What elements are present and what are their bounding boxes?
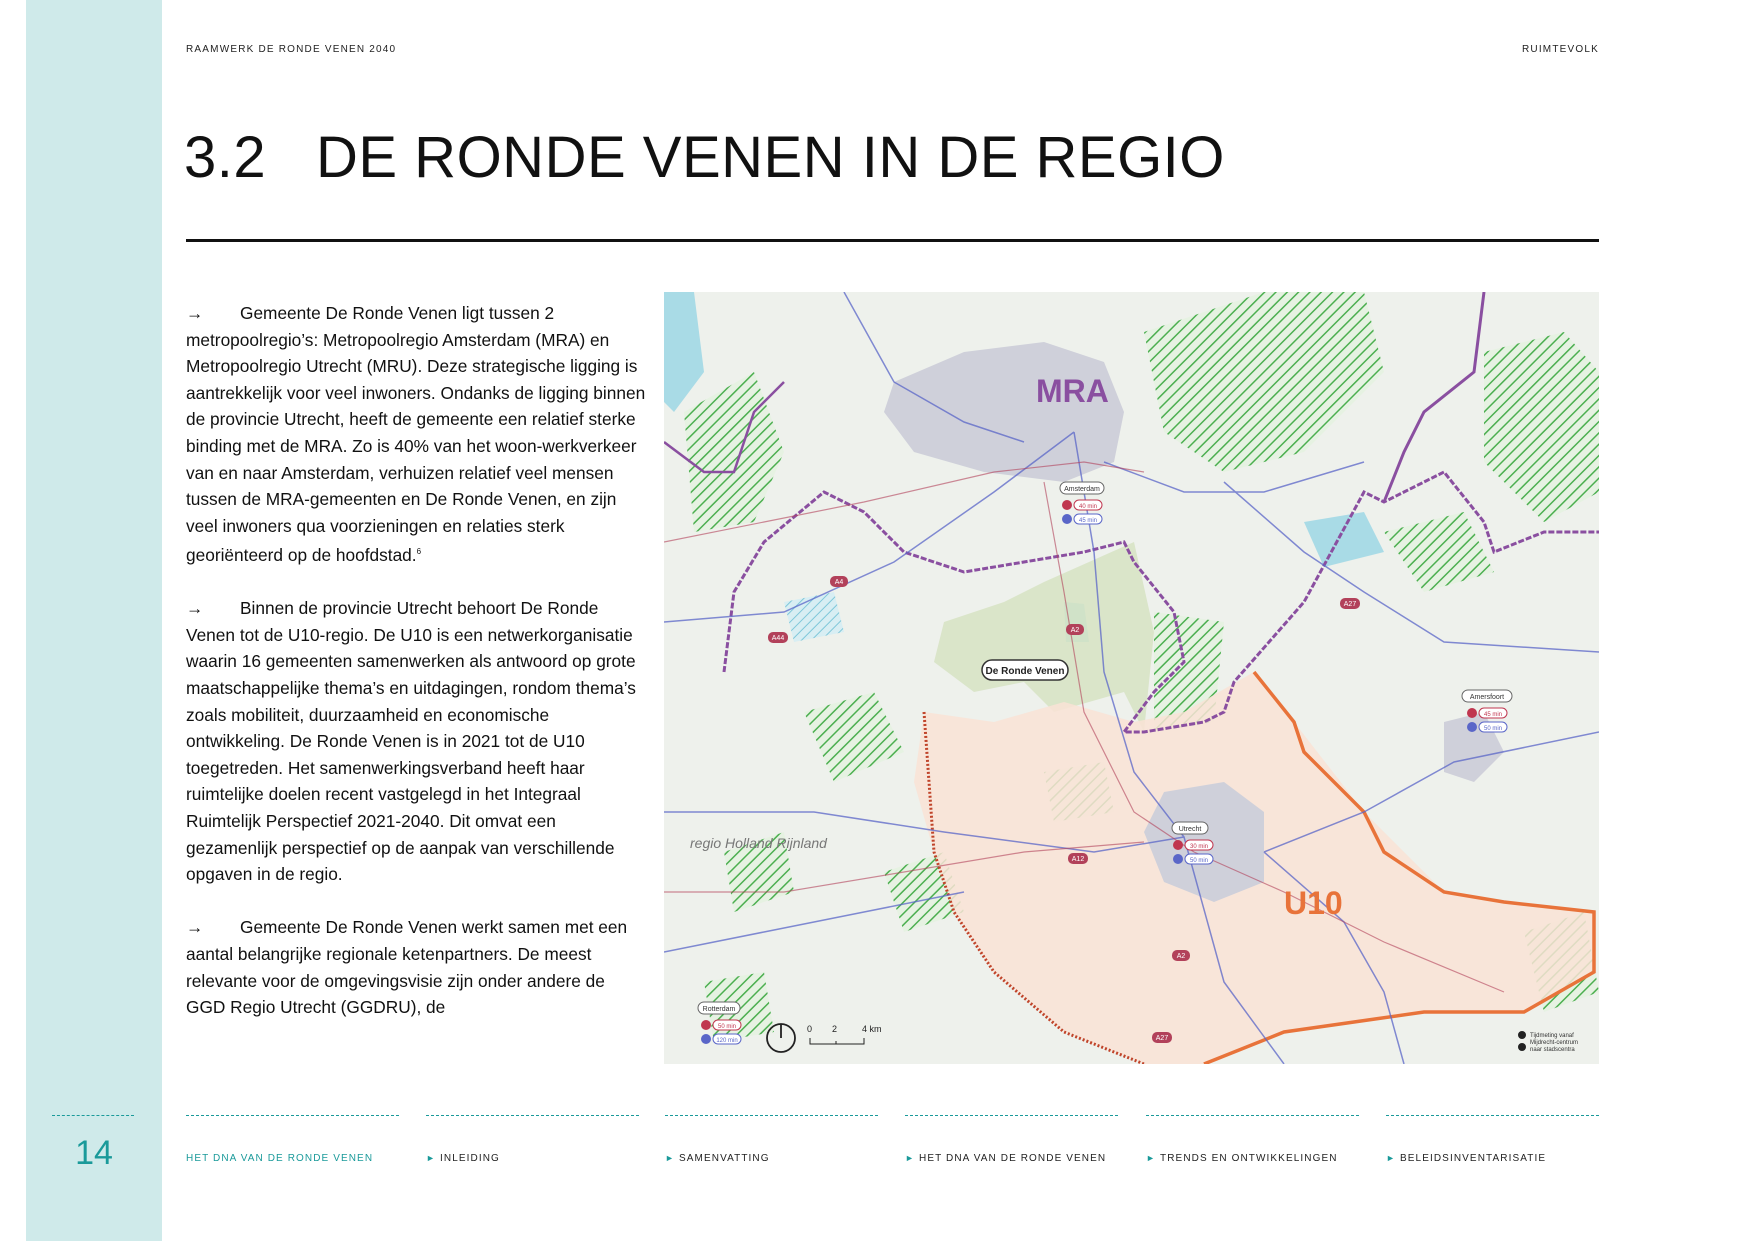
footnote-marker: 6 [416,547,422,557]
legend-line: Tijdmeting vanaf [1530,1033,1574,1039]
nav-rule [426,1115,639,1116]
city-card-amersfoort [1462,690,1512,732]
scale-label-mid: 2 [832,1024,838,1034]
arrow-icon: → [186,917,204,938]
nav-item-beleid[interactable] [1386,1115,1599,1164]
train-icon [1518,1043,1526,1051]
triangle-right-icon: ► [665,1153,676,1163]
nav-item-het-dna[interactable] [186,1115,399,1164]
arrow-icon: → [186,303,204,323]
paragraph [186,914,646,1020]
transit-time: 50 min [1483,726,1503,732]
road-shield: A44 [771,635,785,642]
triangle-right-icon: ► [1146,1153,1157,1163]
holland-rijnland-label: regio Holland Rijnland [690,835,827,851]
city-name: Amsterdam [1064,486,1100,493]
city-card-rotterdam [698,1002,741,1044]
paragraph-text: Gemeente De Ronde Venen werkt samen met een aantal belangrijke regionale ketenpartners. De meest relevante voor de omgevingsvisie zijn onder andere de GGD Regio Utrecht (GGDRU), de [186,917,628,1018]
u10-label: U10 [1284,885,1343,921]
nav-item-trends[interactable] [1146,1115,1359,1164]
triangle-right-icon: ► [426,1153,437,1163]
paragraph-text: Gemeente De Ronde Venen ligt tussen 2 metropoolregio’s: Metropoolregio Amsterdam (MRA) en Metropoolregio Utrecht (MRU). Deze strategische ligging is aantrekkelijk voor veel inwoners. Ondanks de ligging binnen de provincie Utrecht, heeft de gemeente een relatief sterke binding met de MRA. Zo is 40% van het woon-werkverkeer van en naar Amsterdam, verhuizen relatief veel mensen tussen de MRA-gemeenten en De Ronde Venen, en zijn veel inwoners qua voorzieningen en relaties sterk georiënteerd op de hoofdstad. [186,303,646,566]
arrow-icon: → [186,598,204,619]
city-name: Utrecht [1178,826,1202,833]
road-shield: A27 [1155,1035,1169,1042]
train-icon [1173,854,1183,864]
sidebar-band [26,0,162,1241]
train-icon [701,1034,711,1044]
legend-line: Mijdrecht-centrum [1530,1040,1579,1046]
title-rule [186,239,1599,242]
nav-label: TRENDS EN ONTWIKKELINGEN [1160,1153,1338,1164]
region-map [664,292,1599,1064]
nav-label-wrap [905,1153,1106,1164]
paragraph [186,300,646,569]
nav-rule [1386,1115,1599,1116]
nav-rule [905,1115,1118,1116]
car-time: 50 min [717,1024,737,1030]
section-number: 3.2 [184,125,267,190]
nav-label: INLEIDING [440,1153,500,1164]
train-icon [1467,722,1477,732]
road-shield: A27 [1343,601,1357,608]
paragraph [186,595,646,888]
triangle-right-icon: ► [905,1153,916,1163]
city-name: Rotterdam [702,1006,736,1013]
nav-label: HET DNA VAN DE RONDE VENEN [186,1153,374,1164]
car-icon [1467,708,1477,718]
car-icon [1062,500,1072,510]
nav-label: BELEIDSINVENTARISATIE [1400,1153,1547,1164]
transit-time: 45 min [1078,518,1098,524]
train-icon [1062,514,1072,524]
page-number-rule [52,1115,134,1116]
scale-label-zero: 0 [807,1024,813,1034]
car-icon [701,1020,711,1030]
nav-label-wrap [665,1153,770,1164]
nav-item-samenvatting[interactable] [665,1115,878,1164]
municipality-label: De Ronde Venen [985,666,1065,677]
transit-time: 50 min [1189,858,1209,864]
nav-label: SAMENVATTING [679,1153,770,1164]
city-card-amsterdam [1060,482,1104,524]
car-time: 40 min [1078,504,1098,510]
car-time: 45 min [1483,712,1503,718]
triangle-right-icon: ► [1386,1153,1397,1163]
nav-label-wrap [1386,1153,1546,1164]
road-shield: A2 [1070,627,1080,634]
nav-label-wrap [426,1153,500,1164]
road-shield: A12 [1071,856,1085,863]
mra-label: MRA [1036,373,1109,409]
scale-label-end: 4 km [862,1024,882,1034]
city-card-utrecht [1172,822,1213,864]
nav-item-het-dna-2[interactable] [905,1115,1118,1164]
car-icon [1518,1031,1526,1039]
nav-item-inleiding[interactable] [426,1115,639,1164]
car-time: 30 min [1189,844,1209,850]
nav-rule [186,1115,399,1116]
nav-label: HET DNA VAN DE RONDE VENEN [919,1153,1107,1164]
car-icon [1173,840,1183,850]
section-title: DE RONDE VENEN IN DE REGIO [316,125,1225,190]
legend-line: naar stadscentra [1530,1047,1575,1053]
body-text [186,300,646,1047]
road-shield: A2 [1176,953,1186,960]
page-number: 14 [75,1134,113,1172]
paragraph-text: Binnen de provincie Utrecht behoort De Ronde Venen tot de U10-regio. De U10 is een netwerkorganisatie waarin 16 gemeenten samenwerken als antwoord op grote maatschappelijke thema’s en uitdagingen, rondom thema’s zoals mobiliteit, duurzaamheid en economische ontwikkeling. De Ronde Venen is in 2021 tot de U10 toegetreden. Het samenwerkingsverband heeft haar ruimtelijke doelen recent vastgelegd in het Integraal Ruimtelijk Perspectief 2021-2040. Dit omvat een gezamenlijk perspectief op de aanpak van verschillende opgaven in de regio. [186,598,636,885]
running-header-left: RAAMWERK DE RONDE VENEN 2040 [186,44,397,55]
municipality-badge [982,660,1068,680]
nav-rule [1146,1115,1359,1116]
transit-time: 120 min [716,1038,738,1044]
running-header-right: RUIMTEVOLK [1521,44,1599,55]
nav-label-wrap [1146,1153,1338,1164]
footer-nav [186,1115,1599,1164]
city-name: Amersfoort [1469,694,1505,701]
nav-rule [665,1115,878,1116]
page-title [184,124,1225,191]
road-shield: A4 [834,579,844,586]
